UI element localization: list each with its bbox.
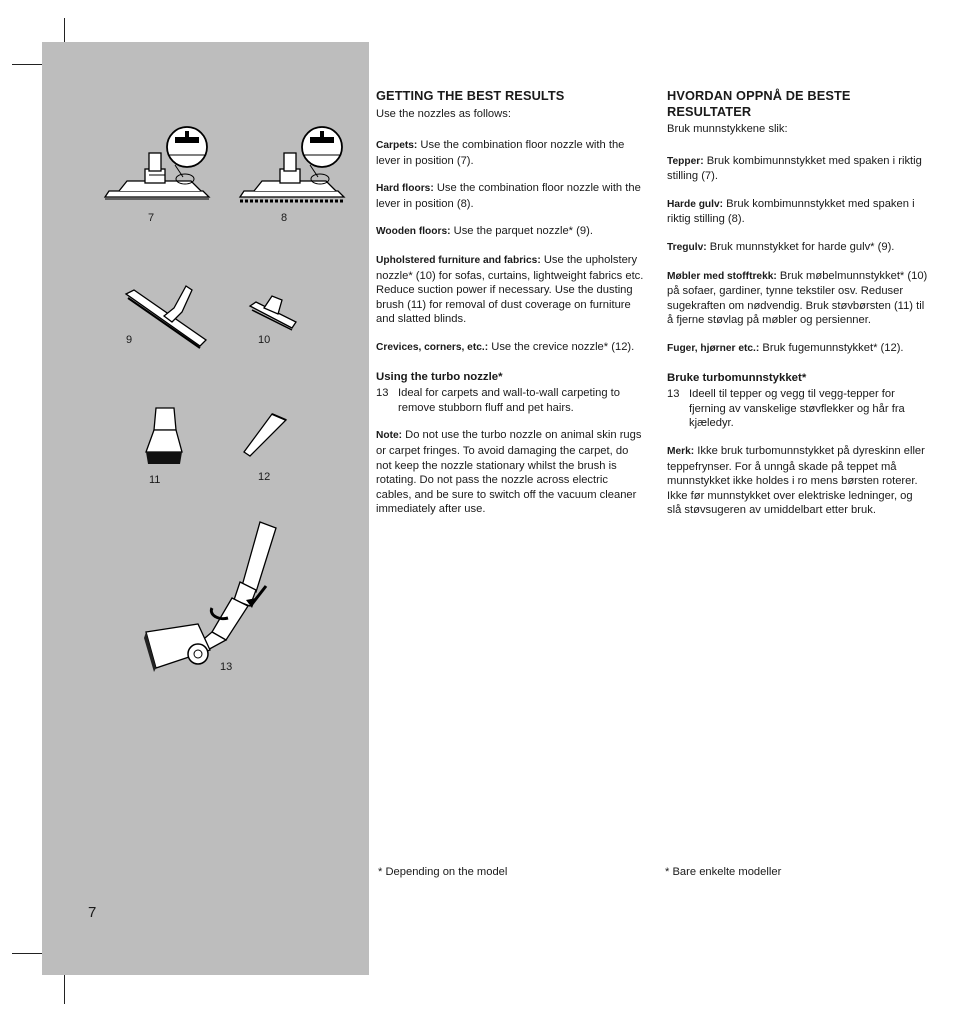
item-label: Tepper: xyxy=(667,155,704,167)
figure-label: 8 xyxy=(281,212,288,224)
item-label: Carpets: xyxy=(376,140,418,152)
instruction-item xyxy=(376,224,646,240)
instruction-item xyxy=(376,340,646,356)
figure-label: 13 xyxy=(220,661,233,673)
subsection-heading: Bruke turbomunnstykket* xyxy=(667,371,807,384)
note xyxy=(376,428,646,517)
item-label: Hard floors: xyxy=(376,183,434,195)
instruction-item xyxy=(667,154,929,184)
instruction-item xyxy=(667,269,929,328)
item-text: Bruk møbelmunnstykket* (10) på sofaer, gardiner, tynne tekstiler osv. Reduser sugekraften om nødvendig. Bruk støvbørsten (11) til å fjerne støvlag på møbler og persienner. xyxy=(667,269,928,327)
norwegian-column xyxy=(667,88,929,531)
item-label: Crevices, corners, etc.: xyxy=(376,342,489,354)
footnote-english: * Depending on the model xyxy=(378,866,508,878)
item-label: Møbler med stofftrekk: xyxy=(667,270,777,282)
item-text: Use the combination floor nozzle with the lever in position (8). xyxy=(376,182,641,210)
item-text: Use the crevice nozzle* (12). xyxy=(488,341,635,354)
figure-label: 12 xyxy=(258,471,271,483)
item-text: Bruk fugemunnstykket* (12). xyxy=(759,341,904,354)
figure-label: 9 xyxy=(126,334,133,346)
item-label: Fuger, hjørner etc.: xyxy=(667,342,760,354)
item-text: Bruk kombimunnstykket med spaken i riktig stilling (8). xyxy=(667,197,915,226)
numbered-item xyxy=(667,387,929,431)
turbo-nozzle-illustration xyxy=(140,520,290,680)
english-column xyxy=(376,88,646,530)
numbered-item xyxy=(376,386,646,415)
instruction-item xyxy=(667,197,929,227)
item-label: Upholstered furniture and fabrics: xyxy=(376,255,541,267)
intro-text: Bruk munnstykkene slik: xyxy=(667,123,788,135)
item-label: Wooden floors: xyxy=(376,226,451,238)
note-text: Do not use the turbo nozzle on animal skin rugs or carpet fringes. To avoid damaging the carpet, do not keep the nozzle stationary whilst the brush is rotating. Do not pass the nozzle across electric cables, and be sure to switch off the vacuum cleaner immediately after use. xyxy=(376,429,642,516)
item-label: Tregulv: xyxy=(667,241,707,253)
item-text: Use the upholstery nozzle* (10) for sofas, curtains, lightweight fabrics etc. Reduce suction power if necessary. Use the dusting brush (11) for removal of dust coverage on furniture and slatted blinds. xyxy=(376,254,644,326)
crevice-nozzle-illustration xyxy=(240,410,290,460)
instruction-item xyxy=(376,138,646,168)
instruction-item xyxy=(667,240,929,256)
section-title: GETTING THE BEST RESULTS xyxy=(376,88,565,103)
item-number: 13 xyxy=(667,388,680,401)
upholstery-nozzle-illustration xyxy=(246,292,301,332)
note-text: Ikke bruk turbomunnstykket på dyreskinn eller teppefrynser. For å unngå skade på teppet må munnstykket ikke holdes i ro mens børsten roterer. Ikke før munnstykket over elektriske ledninger, og slå støvsugeren av umiddelbart etter bruk. xyxy=(667,444,925,517)
item-text: Use the parquet nozzle* (9). xyxy=(450,225,593,238)
instruction-item xyxy=(376,181,646,211)
item-text: Bruk munnstykket for harde gulv* (9). xyxy=(706,240,895,253)
figure-label: 7 xyxy=(148,212,155,224)
item-text: Ideell til tepper og vegg til vegg-tepper for fjerning av vanskelige støvflekker og hår fra kjæledyr. xyxy=(689,388,905,430)
instruction-item xyxy=(376,253,646,327)
instruction-item xyxy=(667,341,929,357)
combination-nozzle-hardfloor-illustration xyxy=(240,125,355,210)
page-number: 7 xyxy=(88,904,97,921)
parquet-nozzle-illustration xyxy=(120,282,210,352)
item-label: Harde gulv: xyxy=(667,198,724,210)
dusting-brush-illustration xyxy=(138,406,188,470)
note xyxy=(667,444,929,518)
intro-text: Use the nozzles as follows: xyxy=(376,107,511,120)
figure-label: 11 xyxy=(149,474,161,486)
figure-label: 10 xyxy=(258,334,271,346)
item-text: Ideal for carpets and wall-to-wall carpeting to remove stubborn fluff and pet hairs. xyxy=(398,387,620,414)
subsection-heading: Using the turbo nozzle* xyxy=(376,370,503,383)
item-text: Bruk kombimunnstykket med spaken i riktig stilling (7). xyxy=(667,154,922,183)
combination-nozzle-carpet-illustration xyxy=(105,125,220,210)
footnote-norwegian: * Bare enkelte modeller xyxy=(665,866,782,878)
note-label: Merk: xyxy=(667,445,695,457)
section-title: HVORDAN OPPNÅ DE BESTE RESULTATER xyxy=(667,88,851,119)
note-label: Note: xyxy=(376,430,403,442)
item-text: Use the combination floor nozzle with the lever in position (7). xyxy=(376,139,625,167)
item-number: 13 xyxy=(376,387,389,400)
